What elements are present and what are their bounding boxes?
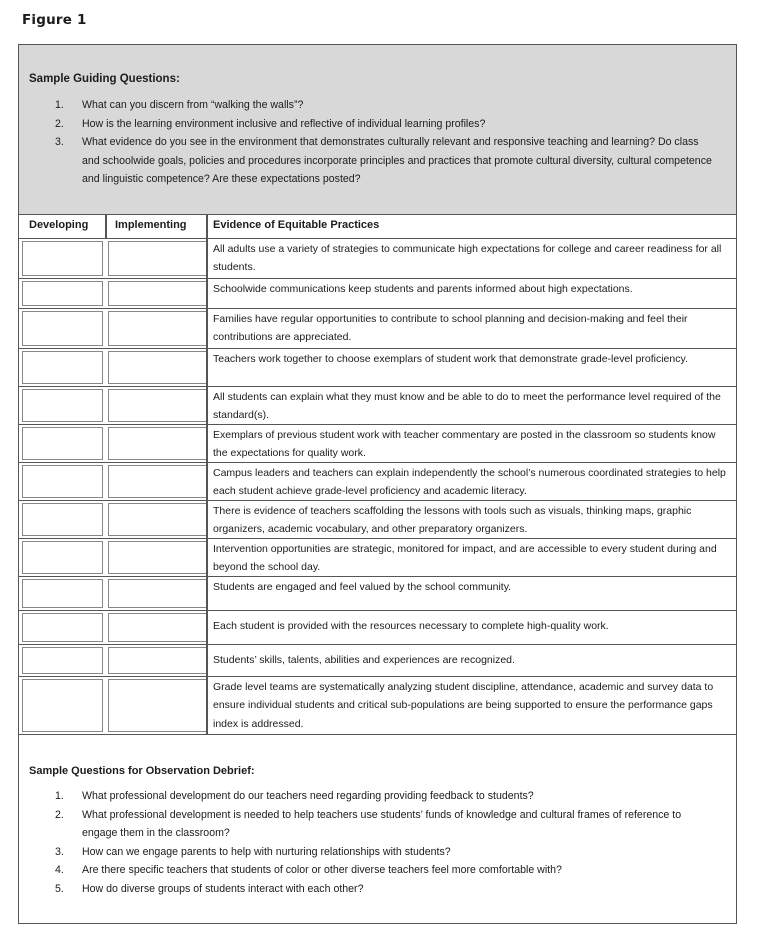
implementing-checkbox[interactable]: [108, 389, 208, 422]
developing-checkbox[interactable]: [22, 679, 103, 732]
table-row: [19, 309, 736, 349]
guiding-question: [19, 96, 712, 115]
evidence-text: Students are engaged and feel valued by the school community.: [213, 581, 512, 593]
debrief-question: [19, 843, 712, 862]
developing-checkbox[interactable]: [22, 281, 103, 306]
debrief-question: [19, 861, 712, 880]
question-number: 2.: [55, 117, 64, 130]
question-number: 1.: [55, 99, 64, 111]
table-row: [19, 645, 736, 677]
implementing-checkbox[interactable]: [108, 647, 208, 674]
question-text: How is the learning environment inclusive and reflective of individual learning profiles?: [82, 117, 486, 130]
table-row: [19, 501, 736, 539]
column-divider: [206, 239, 208, 735]
table-row: [19, 463, 736, 501]
table-row: [19, 387, 736, 425]
implementing-checkbox[interactable]: [108, 427, 208, 460]
question-text: Are there specific teachers that students of color or other diverse teachers feel more comfortable with?: [82, 864, 562, 877]
debrief-title: Sample Questions for Observation Debrief:: [29, 765, 255, 777]
implementing-checkbox[interactable]: [108, 613, 208, 642]
question-number: 1.: [55, 790, 64, 802]
evidence-text: Students’ skills, talents, abilities and experiences are recognized.: [213, 654, 515, 666]
debrief-question: [19, 806, 712, 843]
question-number: 5.: [55, 882, 64, 895]
column-divider: [105, 215, 107, 239]
guiding-question: [19, 115, 712, 134]
implementing-checkbox[interactable]: [108, 311, 208, 346]
question-text: How do diverse groups of students interact with each other?: [82, 882, 364, 895]
debrief-questions-list: [19, 787, 712, 899]
implementing-checkbox[interactable]: [108, 351, 208, 384]
debrief-question: [19, 880, 712, 899]
table-row: [19, 425, 736, 463]
guiding-question: [19, 133, 712, 189]
developing-checkbox[interactable]: [22, 503, 103, 536]
table-header: [19, 215, 736, 239]
question-text: How can we engage parents to help with nurturing relationships with students?: [82, 845, 451, 858]
header-evidence: Evidence of Equitable Practices: [213, 219, 380, 231]
question-number: 3.: [55, 136, 64, 149]
developing-checkbox[interactable]: [22, 579, 103, 608]
table-row: [19, 349, 736, 387]
evidence-text: There is evidence of teachers scaffolding the lessons with tools such as visuals, thinking maps, graphic organizers, academic vocabulary, and other preparatory organizers.: [213, 505, 692, 536]
question-number: 3.: [55, 845, 64, 858]
figure-frame: [18, 44, 737, 924]
developing-checkbox[interactable]: [22, 427, 103, 460]
question-text: What can you discern from “walking the walls”?: [82, 99, 304, 111]
implementing-checkbox[interactable]: [108, 465, 208, 498]
table-row: [19, 279, 736, 309]
developing-checkbox[interactable]: [22, 351, 103, 384]
evidence-text: Families have regular opportunities to contribute to school planning and decision-making and feel their contributions are appreciated.: [213, 313, 688, 344]
developing-checkbox[interactable]: [22, 647, 103, 674]
evidence-text: Teachers work together to choose exemplars of student work that demonstrate grade-level proficiency.: [213, 353, 688, 365]
implementing-checkbox[interactable]: [108, 503, 208, 536]
table-row: [19, 539, 736, 577]
evidence-text: Each student is provided with the resources necessary to complete high-quality work.: [213, 620, 609, 632]
table-row: [19, 577, 736, 611]
evidence-text: Grade level teams are systematically analyzing student discipline, attendance, academic and survey data to ensure individual students and critical sub-populations are being supported to ensure the performance gaps index is addressed.: [213, 681, 714, 730]
table-row: [19, 239, 736, 279]
figure-title: Figure 1: [22, 12, 87, 28]
evidence-text: Schoolwide communications keep students and parents informed about high expectations.: [213, 283, 633, 295]
implementing-checkbox[interactable]: [108, 541, 208, 574]
developing-checkbox[interactable]: [22, 389, 103, 422]
header-implementing: Implementing: [115, 219, 187, 231]
table-row: [19, 677, 736, 735]
implementing-checkbox[interactable]: [108, 579, 208, 608]
question-text: What professional development do our teachers need regarding providing feedback to students?: [82, 790, 534, 802]
question-text: What evidence do you see in the environment that demonstrates culturally relevant and responsive teaching and learning? Do class and schoolwide goals, policies and procedures incorporate principles and practices that promote cultural diversity, cultural competence and linguistic competence? Are these expectations posted?: [82, 136, 712, 186]
guiding-questions-list: [19, 96, 712, 189]
developing-checkbox[interactable]: [22, 311, 103, 346]
debrief-question: [19, 787, 712, 806]
evidence-text: Exemplars of previous student work with teacher commentary are posted in the classroom so students know the expectations for quality work.: [213, 429, 716, 460]
guiding-questions-title: Sample Guiding Questions:: [29, 73, 180, 85]
table-row: [19, 611, 736, 645]
question-text: What professional development is needed to help teachers use students’ funds of knowledge and cultural frames of reference to engage them in the classroom?: [82, 808, 682, 840]
developing-checkbox[interactable]: [22, 241, 103, 276]
developing-checkbox[interactable]: [22, 541, 103, 574]
question-number: 2.: [55, 808, 64, 821]
developing-checkbox[interactable]: [22, 613, 103, 642]
header-developing: Developing: [29, 219, 89, 231]
evidence-text: All students can explain what they must know and be able to do to meet the performance level required of the standard(s).: [213, 391, 721, 422]
implementing-checkbox[interactable]: [108, 241, 208, 276]
guiding-questions-panel: [19, 45, 736, 215]
question-number: 4.: [55, 864, 64, 877]
implementing-checkbox[interactable]: [108, 679, 208, 732]
column-divider: [206, 215, 208, 239]
developing-checkbox[interactable]: [22, 465, 103, 498]
evidence-text: All adults use a variety of strategies to communicate high expectations for college and career readiness for all students.: [213, 243, 722, 274]
implementing-checkbox[interactable]: [108, 281, 208, 306]
evidence-text: Intervention opportunities are strategic, monitored for impact, and are accessible to every student during and beyond the school day.: [213, 543, 717, 574]
evidence-table: [19, 215, 736, 735]
evidence-text: Campus leaders and teachers can explain independently the school’s numerous coordinated strategies to help each student achieve grade-level proficiency and academic literacy.: [213, 467, 726, 498]
